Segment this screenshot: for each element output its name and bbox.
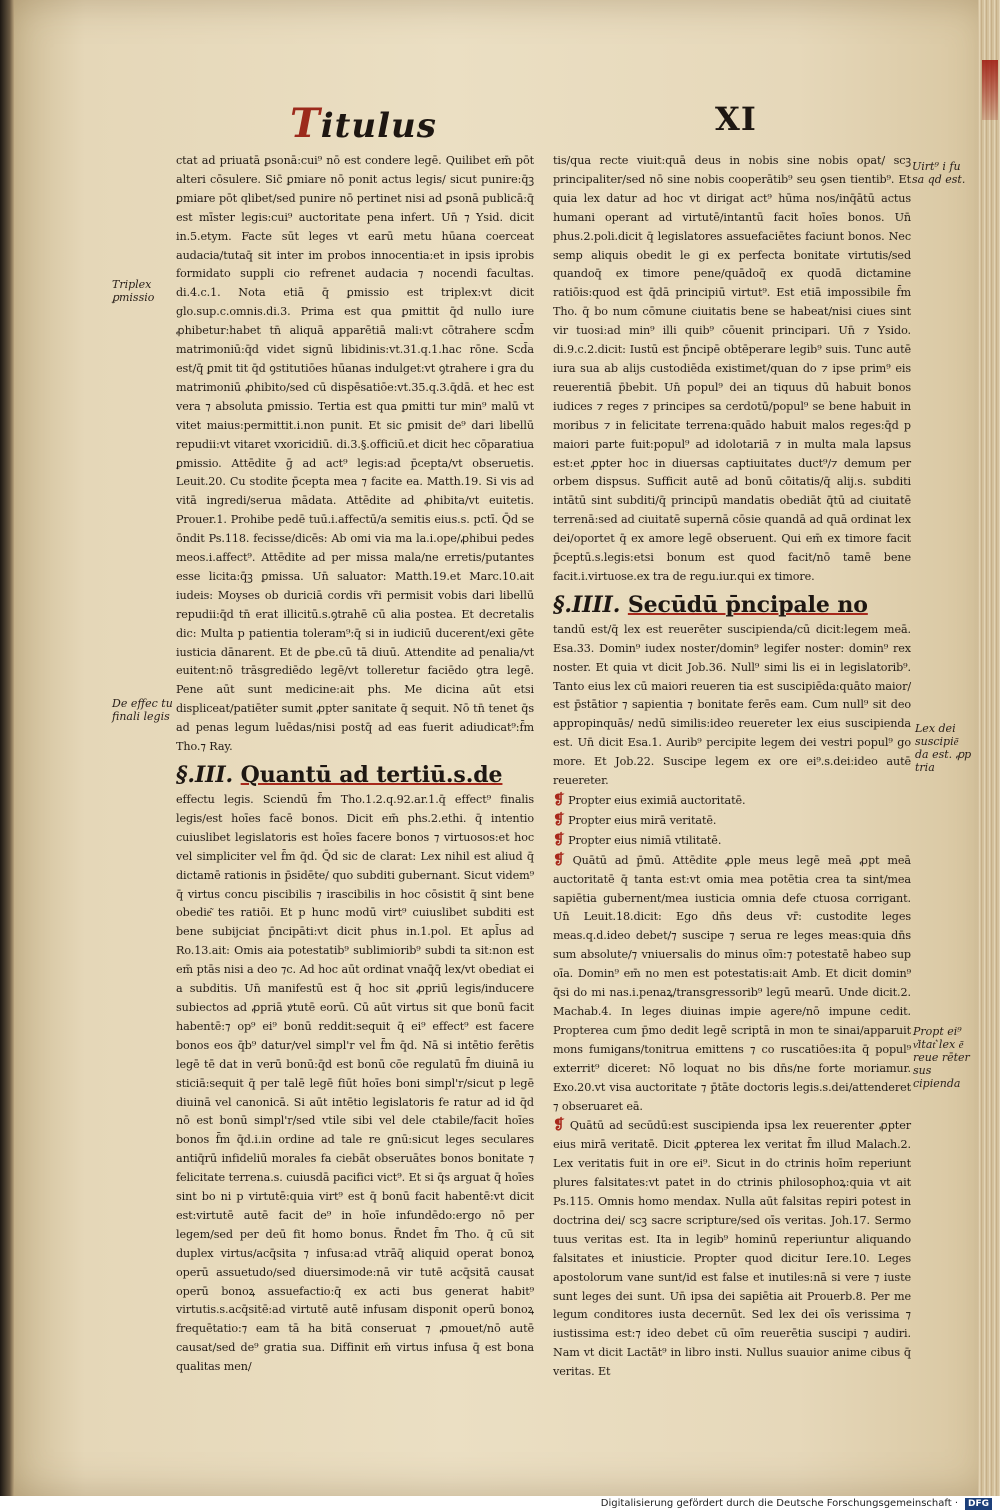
dfg-logo: DFG: [965, 1498, 992, 1510]
reasons-list: [553, 791, 911, 851]
section-heading-iii: [176, 759, 534, 791]
list-item: ❡ Propter eius mirā veritatē.: [553, 811, 717, 828]
paragraph: tis/qua recte viuit:quā deus in nobis sine nobis opat/ scꝫ principaliter/sed nō sine nobis cooperātib⁹ seu ꝯsen tientib⁹. Et quia lex datur ad hoc vt dirigat act⁹ hūma nos/inq̄ātū actus humani operant ad virtutē/intantū facit hoīes bonos. Un̄ phus.2.poli.dicit q̄ legislatores assuefaciētes faciunt bonos. Nec semp aliquis obedit le gi ex perfecta bonitate virtutis/sed quandoq̄ ex timore pene/quādoq̄ ex quodā dictamine ratiōis:quod est q̄dā principiū virtut⁹. Est etiā impossibile f̄m Tho. q̄ bo num cōmune ciuitatis bene se habeat/nisi ciues sint vir tuosi:ad min⁹ illi quib⁹ cōuenit principari. Un̄ ⁊ Ysido. di.9.c.2.dicit: Iustū est p̄ncipē obtēperare legib⁹ suis. Tunc autē iura sua ab alijs custodiēda existimet/quan do ⁊ ipse prim⁹ eis reuerentiā p̄bebit. Un̄ popul⁹ dei an tiquus dū habuit bonos iudices ⁊ reges ⁊ principes sa cerdotū/popul⁹ se bene habuit in moribus ⁊ in felicitate terrena:quādo habuit malos reges:q̄d p maiori parte fuit:popul⁹ ad idolotariā ⁊ in multa mala lapsus est:et ꝓpter hoc in diuersas captiuitates duct⁹/⁊ demum per orbem dispsus. Sufficit autē ad bonū cōitatis/q̄ alij.s. subditi intātū sint subditi/q̄ principū mandatis obediāt q̄tū ad ciuitatē terrenā:sed ad ciuitatē supernā cōsie quandā ad quā ordinat lex dei/oportet q̄ ex amore legē obseruent. Qui em̄ ex timore facit p̄ceptū.s.legis:etsi bonum est quod facit/nō tamē bene facit.i.virtuose.ex tra de regu.iur.qui ex timore.: [553, 154, 911, 583]
margin-note-lex-dei: Lex dei suscipie͂ da est. ꝓp tria: [915, 722, 972, 774]
list-item: ❡ Propter eius eximiā auctoritatē.: [553, 792, 746, 808]
margin-note-virtus: Uirt⁹ i fu sa qd est.: [912, 160, 966, 186]
section-mark: §.IIII.: [553, 591, 621, 618]
paragraph: tandū est/q̄ lex est reuerēter suscipienda/cū dicit:legem meā. Esa.33. Domin⁹ iudex noster/domin⁹ legifer noster: domin⁹ rex noster. Et quia vt dicit Job.36. Null⁹ simi lis ei in legislatorib⁹. Tanto eius lex cū maiori reueren tia est suscipiēda:quāto maior/ est p̄stātior ⁊ sapientia ⁊ bonitate ferēs eam. Cum null⁹ sit deo appropinquās/ nedū similis:ideo reuereter lex eius suscipienda est. Un̄ dicit Esa.1. Aurib⁹ percipite legem dei vestri popul⁹ go more. Et Job.22. Suscipe legem ex ore ei⁹.s.dei:ideo autē reuereter.: [553, 622, 911, 788]
folio-number: XI: [715, 100, 757, 138]
digitization-footer: [0, 1496, 1000, 1512]
funding-credit: Digitalisierung gefördert durch die Deutsche Forschungsgemeinschaft ·: [600, 1498, 958, 1509]
pilcrow-icon: ❡: [553, 851, 565, 868]
pilcrow-icon: ❡: [553, 1117, 565, 1134]
list-item: ❡ Propter eius nimiā vtilitatē.: [553, 831, 722, 848]
margin-note-triplex: Triplex ꝑmissio: [112, 278, 155, 304]
section-title: Quantū ad tertiū.s.de: [240, 762, 503, 788]
section-mark: §.III.: [176, 762, 234, 788]
running-head-left: [290, 100, 437, 150]
paragraph: ctat ad priuatā ꝑsonā:cui⁹ nō est condere legē. Quilibet em̄ pōt alteri cōsulere. Sic̄ ꝑmiare nō ponit actus legis/ sicut punire:q̄ꝫ ꝑmiare pōt qlibet/sed punire nō pertinet nisi ad ꝑsonā publicā:q̄ est mīster legis:cui⁹ auctoritate pena infert. Un̄ ⁊ Ysid. dicit in.5.etym. Facte sūt leges vt earū metu hūana coerceat audacia/tutaq̄ sit inter im probos innocentia:et in ipsis iprobis formidato suppli cio refrenet audacia ⁊ nocendi facultas. di.4.c.1. Nota etiā q̄ ꝑmissio est triplex:vt dicit glo.sup.c.omnis.di.3. Prima est qua ꝑmittit q̄d nullo iure ꝓhibetur:habet tn̄ aliquā apparētiā mali:vt cōtrahere scd̄m matrimoniū:q̄d videt signū libidinis:vt.31.q.1.hac rōne. Scd̄a est/q̄ ꝑmit tit q̄d ꝯstitutiōes hūanas indulget:vt ꝯtrahere i gra du matrimoniū ꝓhibito/sed cū dispēsatiōe:vt.35.q.3.q̄dā. et hec est vera ⁊ absoluta ꝑmissio. Tertia est qua ꝑmitti tur min⁹ malū vt vitet maius:permittit.i.non punit. Et sic ꝑmisit de⁹ dari libellū repudii:vt vitaret vxoricidiū. di.3.§.officiū.et dicit hec cōparatiua ꝑmissio. Attēdite ḡ ad act⁹ legis:ad p̄cepta/vt obseruetis. Leuit.20. Cu stodite p̄cepta mea ⁊ facite ea. Matth.19. Si vis ad vitā ingredi/serua mādata. Attēdite ad ꝓhibita/vt euitetis. Prouer.1. Prohibe pedē tuū.i.affectū/a semitis eius.s. pctī. Q̄d se ōndit Ps.118. fecisse/dicēs: Ab omi via ma la.i.ope/ꝓhibui pedes meos.i.affect⁹. Attēdite ad per missa mala/ne erretis/putantes esse licita:q̄ꝫ ꝑmissa. Un̄ saluator: Matth.19.et Marc.10.ait iudeis: Moyses ob duriciā cordis vr̄i permisit vobis dari libellū repudii:q̄d tn̄ erat illicitū.s.ꝯtrahē cū alia postea. Et decretalis dic: Multa p patientia toleram⁹:q̄ si in iudiciū ducerent/exi gēte iusticia dānarent. Et de ꝑbe.cū tā diuū. Attendite ad penalia/vt euitent:nō trāsgrediēdo legē/vt tolleretur faciēdo ꝯtra legē. Pene aūt sunt medicine:ait phs. Me dicina aūt etsi displiceat/patiēter sumit ꝓpter sanitate q̄ sequit. Nō tn̄ tenet q̄s ad penas legum luēdas/nisi postq̄ ad eas fuerit adiudicat⁹:f̄m Tho.⁊ Ray.: [176, 154, 534, 754]
binding-gutter: [0, 0, 14, 1512]
pilcrow-icon: ❡: [553, 811, 565, 828]
paragraph: ❡ Quātū ad secūdū:est suscipienda ipsa lex reuerenter ꝓpter eius mirā veritatē. Dicit ꝓpterea lex veritat f̄m illud Malach.2. Lex veritatis fuit in ore ei⁹. Sicut in do ctrinis hoīm reperiunt plures falsitates:vt patet in do ctrinis philosophoꝝ:quia vt ait Ps.115. Omnis homo mendax. Nulla aūt falsitas repiri potest in doctrina dei/ scꝫ sacre scripture/sed oīs veritas. Joh.17. Sermo tuus veritas est. Ita in legib⁹ hominū reperiuntur aliquando falsitates et iniusticie. Propter quod dicitur Iere.10. Leges apostolorum vane sunt/id est false et inutiles:nā si vere ⁊ iuste sunt leges dei sunt. Un̄ ipsa dei sapiētia ait Prouerb.8. Per me legum conditores iusta decernūt. Sed lex dei oīs verissima ⁊ iustissima est:⁊ ideo debet cū oīm reuerētia suscipi ⁊ audiri. Nam vt dicit Lactāt⁹ in libro insti. Nullus suauior anime cibus q̄ veritas. Et: [553, 1117, 911, 1379]
pilcrow-icon: ❡: [553, 831, 565, 848]
pilcrow-icon: ❡: [553, 792, 565, 808]
margin-note-effectu: De effec tu finali legis: [112, 697, 173, 723]
section-heading-iiii: [553, 589, 911, 621]
section-title: Secūdū p̄ncipale no: [627, 591, 868, 618]
red-page-edge-mark: [982, 60, 998, 120]
red-initial: T: [290, 100, 321, 147]
running-head-word: itulus: [320, 106, 437, 146]
left-text-column: [176, 152, 534, 1377]
right-text-column: [553, 152, 911, 1382]
margin-note-propter: Propt ei⁹ v͛itat͛ lex e͂ reue rēter sus cipienda: [913, 1025, 970, 1090]
paragraph: effectu legis. Sciendū f̄m Tho.1.2.q.92.ar.1.q̄ effect⁹ finalis legis/est hoīes facē bonos. Dicit em̄ phs.2.ethi. q̄ intentio cuiuslibet legislatoris est hoīes facere bonos ⁊ virtuosos:et hoc vel simpliciter vel f̄m q̄d. Q̄d sic de clarat: Lex nihil est aliud q̄ dictamē rationis in p̄sidēte/ quo subditi gubernant. Sicut videm⁹ q̄ virtus concu piscibilis ⁊ irascibilis in hoc cōsistit q̄ sint bene obedie͂ tes ratiōi. Et p hunc modū virt⁹ cuiuslibet subditi est bene subijciat p̄ncipāti:vt dicit phus in.1.pol. Et apl̄us ad Ro.13.ait: Omis aia potestatib⁹ sublimiorib⁹ subdi ta sit:non est em̄ ptās nisi a deo ⁊c. Ad hoc aūt ordinat vnaq̄q̄ lex/vt obediat ei a subditis. Un̄ manifestū est q̄ hoc sit ꝓpriū legis/inducere subiectos ad ꝓpriā ꝟtutē eorū. Cū aūt virtus sit que bonū facit habentē:⁊ op⁹ ei⁹ bonū reddit:sequit q̄ ei⁹ effect⁹ est facere bonos eos q̄b⁹ datur/vel simpl'r vel f̄m q̄d. Nā si intētio ferētis legē tē dat in verū bonū:q̄d est bonū cōe regulatū f̄m diuinā iu sticiā:sequit q̄ per talē legē fiūt hoīes boni simpl'r/sicut p legē diuinā vel canonicā. Si aūt intētio legislatoris fe ratur ad id q̄d nō est bonū simpl'r/sed vtile sibi vel dele ctabile/facit hoīes bonos f̄m q̄d.i.in ordine ad tale re gnū:sicut leges seculares antiq̄rū infideliū morales fa ciebāt obseruātes bonos bonitate ⁊ felicitate terrena.s. cuiusdā pacifici vict⁹. Et si q̄s arguat q̄ hoīes sint bo ni p virtutē:quia virt⁹ est q̄ bonū facit habentē:vt dicit est:virtutē autē facit de⁹ in hoīe infundēdo:ergo nō per legem/sed per deū fit homo bonus. R̄ndet f̄m Tho. q̄ cū sit duplex virtus/acq̄sita ⁊ infusa:ad vtrāq̄ aliquid operat bonoꝝ operū assuetudo/sed diuersimode:nā vir tutē acq̄sitā causat operū bonoꝝ assuefactio:q̄ ex acti bus generat habit⁹ virtutis.s.acq̄sitē:ad virtutē autē infusam disponit operū bonoꝝ frequētatio:⁊ eam tā ha bitā conseruat ⁊ ꝓmouet/nō autē causat/sed de⁹ gratia sua. Diffinit em̄ virtus infusa q̄ est bona qualitas men/: [176, 793, 534, 1374]
paragraph: ❡ Quātū ad p̄mū. Attēdite ꝓple meus legē meā ꝓpt meā auctoritatē q̄ tanta est:vt omia mea potētia crea ta sint/mea sapiētia gubernent/mea iusticia omnia defe ctuosa corrigant. Un̄ Leuit.18.dicit: Ego dn̄s deus vr̄: custodite leges meas.q.d.ideo debet/⁊ suscipe ⁊ serua re leges meas:quia dn̄s sum absolute/⁊ vniuersalis do minus oīm:⁊ potestatē habeo sup oīa. Domin⁹ em̄ no men est potestatis:ait Amb. Et dicit domin⁹ q̄si do mi nas.i.penaꝝ/transgressorib⁹ legū mearū. Unde dicit.2. Machab.4. In leges diuinas impie agere/nō impune cedit. Propterea cum p̄mo dedit legē scriptā in mon te sinai/apparuit mons fumigans/tonitrua emittens ⁊ co ruscatiōes:ita q̄ popul⁹ exterrit⁹ diceret: Nō loquat no bis dn̄s/ne forte moriamur. Exo.20.vt visa auctoritate ⁊ p̄tāte doctoris legis.s.dei/attenderet ⁊ obseruaret eā.: [553, 851, 911, 1113]
page-edges: [978, 0, 1000, 1512]
